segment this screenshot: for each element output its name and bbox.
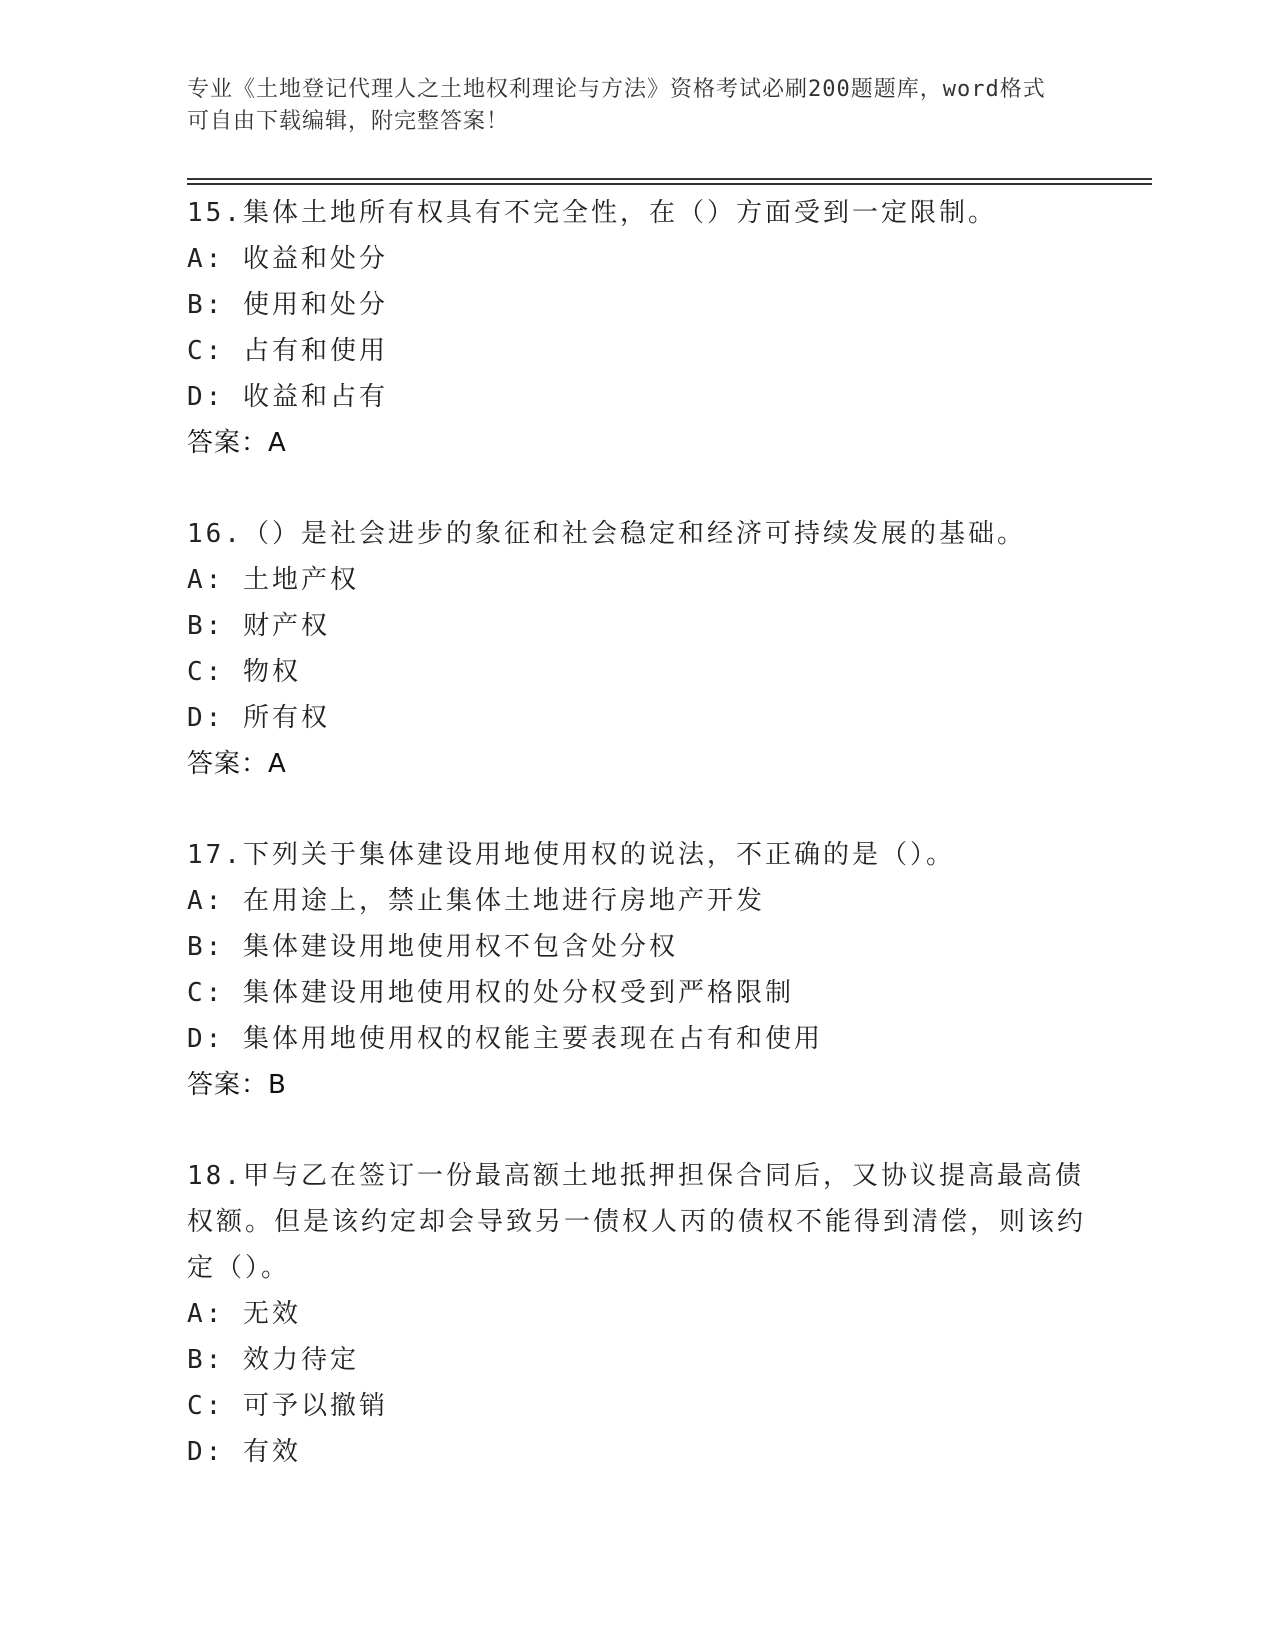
- option-c: C: 可予以撤销: [187, 1391, 388, 1421]
- question-list: [187, 190, 1087, 1475]
- question-text: 15.集体土地所有权具有不完全性，在（）方面受到一定限制。: [187, 198, 997, 228]
- question-text: 18.甲与乙在签订一份最高额土地抵押担保合同后，又协议提高最高债权额。但是该约定却会导致另一债权人丙的债权不能得到清偿，则该约定（）。: [187, 1161, 1087, 1283]
- question-text: 16.（）是社会进步的象征和社会稳定和经济可持续发展的基础。: [187, 519, 1026, 549]
- header-divider-top: [187, 178, 1152, 180]
- question-16: [187, 511, 1087, 787]
- option-d: D: 集体用地使用权的权能主要表现在占有和使用: [187, 1024, 823, 1054]
- option-a: A: 无效: [187, 1299, 301, 1329]
- option-c: C: 占有和使用: [187, 336, 388, 366]
- option-b: B: 效力待定: [187, 1345, 359, 1375]
- option-d: D: 有效: [187, 1437, 301, 1467]
- header-divider-bottom: [187, 183, 1152, 185]
- document-header: 专业《土地登记代理人之土地权利理论与方法》资格考试必刷200题题库，word格式可自由下载编辑，附完整答案！: [187, 77, 1046, 134]
- question-18: [187, 1153, 1087, 1475]
- option-d: D: 收益和占有: [187, 382, 388, 412]
- option-b: B: 集体建设用地使用权不包含处分权: [187, 932, 678, 962]
- option-b: B: 财产权: [187, 611, 330, 641]
- answer: 答案：A: [187, 428, 287, 458]
- option-c: C: 物权: [187, 657, 301, 687]
- question-17: [187, 832, 1087, 1108]
- option-d: D: 所有权: [187, 703, 330, 733]
- option-c: C: 集体建设用地使用权的处分权受到严格限制: [187, 978, 794, 1008]
- option-a: A: 在用途上，禁止集体土地进行房地产开发: [187, 886, 765, 916]
- option-a: A: 收益和处分: [187, 244, 388, 274]
- answer: 答案：A: [187, 749, 287, 779]
- answer: 答案：B: [187, 1070, 287, 1100]
- option-b: B: 使用和处分: [187, 290, 388, 320]
- option-a: A: 土地产权: [187, 565, 359, 595]
- question-15: [187, 190, 1087, 466]
- question-text: 17.下列关于集体建设用地使用权的说法，不正确的是（）。: [187, 840, 955, 870]
